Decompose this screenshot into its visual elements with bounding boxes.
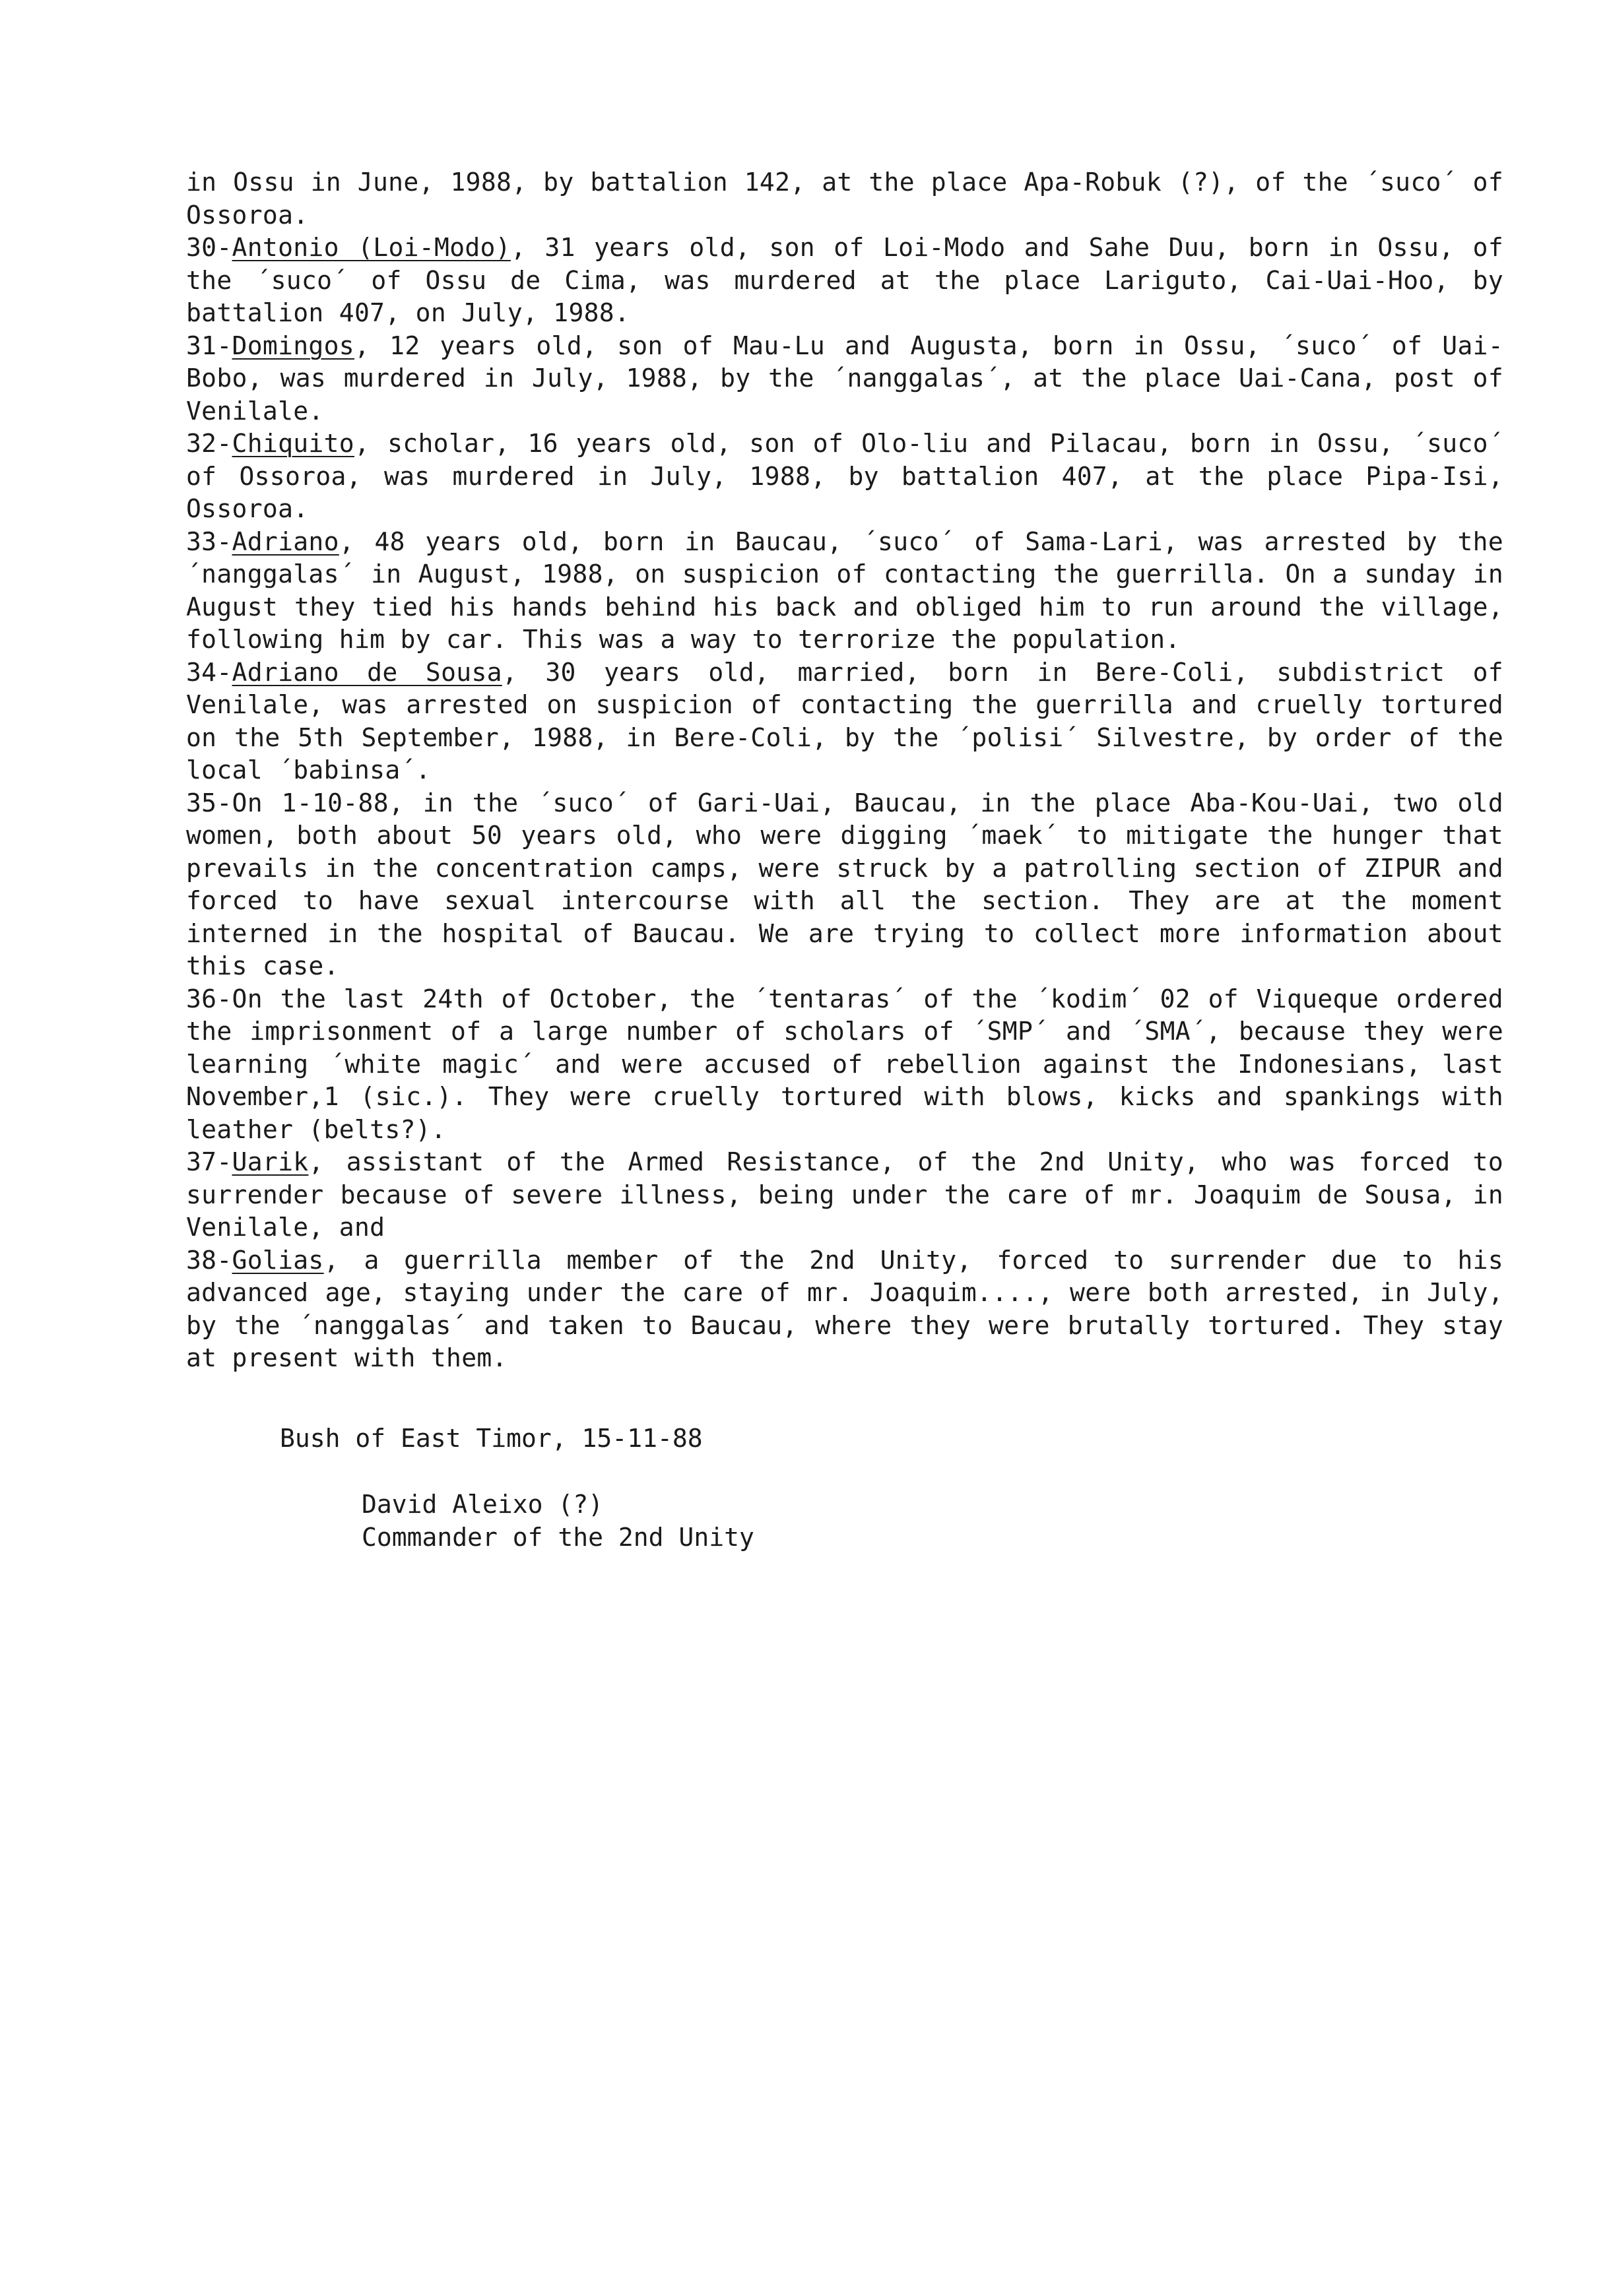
entry-35 (186, 787, 1503, 983)
entry-number: 34- (186, 657, 232, 687)
entry-text: On the last 24th of October, the ´tentaras´ of the ´kodim´ 02 of Viqueque ordered the imprisonment of a large number of scholars of ´SMP´ and ´SMA´, because they were learning ´white magic´ and were accused of rebellion against the Indonesians, last November,1 (sic.). They were cruelly tortured with blows, kicks and spankings with leather (belts?). (186, 984, 1503, 1144)
signatory-title: Commander of the 2nd Unity (362, 1522, 754, 1552)
victim-name: Adriano de Sousa (232, 657, 502, 687)
entry-33 (186, 526, 1503, 656)
entry-text: , 48 years old, born in Baucau, ´suco´ of Sama-Lari, was arrested by the ´nanggalas´ in August, 1988, on suspicion of contacting the guerrilla. On a sunday in August they tied his hands behind his back and obliged him to run around the village, following him by car. This was a way to terrorize the population. (186, 526, 1503, 654)
entry-38 (186, 1244, 1503, 1375)
document-body (186, 166, 1503, 1375)
place-date-line: Bush of East Timor, 15-11-88 (280, 1424, 703, 1453)
entry-number: 30- (186, 233, 232, 262)
entry-32 (186, 428, 1503, 526)
entry-text: , 30 years old, married, born in Bere-Coli, subdistrict of Venilale, was arrested on suspicion of contacting the guerrilla and cruelly tortured on the 5th September, 1988, in Bere-Coli, by the ´polisi´ Silvestre, by order of the local ´babinsa´. (186, 657, 1503, 784)
entry-number: 31- (186, 331, 232, 360)
entry-number: 33- (186, 526, 232, 556)
victim-name: Golias (232, 1245, 324, 1275)
entry-text: , a guerrilla member of the 2nd Unity, forced to surrender due to his advanced age, staying under the care of mr. Joaquim...., were both arrested, in July, by the ´nanggalas´ and taken to Baucau, where they were brutally tortured. They stay at present with them. (186, 1245, 1503, 1372)
intro-paragraph: in Ossu in June, 1988, by battalion 142, at the place Apa-Robuk (?), of the ´suco´ of Ossoroa. (186, 168, 1503, 230)
entry-text: On 1-10-88, in the ´suco´ of Gari-Uai, Baucau, in the place Aba-Kou-Uai, two old women, both about 50 years old, who were digging ´maek´ to mitigate the hunger that prevails in the concentration camps, were struck by a patrolling section of ZIPUR and forced to have sexual intercourse with all the section. They are at the moment interned in the hospital of Baucau. We are trying to collect more information about this case. (186, 788, 1503, 980)
entry-text: , scholar, 16 years old, son of Olo-liu and Pilacau, born in Ossu, ´suco´ of Ossoroa, was murdered in July, 1988, by battalion 407, at the place Pipa-Isi, Ossoroa. (186, 429, 1503, 523)
entry-number: 35- (186, 788, 232, 817)
victim-name: Domingos (232, 331, 354, 360)
victim-name: Antonio (Loi-Modo) (232, 233, 511, 262)
victim-name: Adriano (232, 526, 339, 556)
signatory-name: David Aleixo (?) (362, 1490, 604, 1519)
entry-34 (186, 656, 1503, 787)
victim-name: Uarik (232, 1147, 309, 1176)
entry-number: 38- (186, 1245, 232, 1275)
entry-text: , assistant of the Armed Resistance, of the 2nd Unity, who was forced to surrender because of severe illness, being under the care of mr. Joaquim de Sousa, in Venilale, and (186, 1147, 1503, 1242)
entry-31 (186, 330, 1503, 428)
entry-30 (186, 232, 1503, 330)
entry-number: 36- (186, 984, 232, 1013)
entry-36 (186, 983, 1503, 1147)
signature-block (362, 1488, 754, 1554)
entry-number: 37- (186, 1147, 232, 1176)
entry-text: , 12 years old, son of Mau-Lu and Augusta, born in Ossu, ´suco´ of Uai-Bobo, was murdered in July, 1988, by the ´nanggalas´, at the place Uai-Cana, post of Venilale. (186, 331, 1503, 426)
victim-name: Chiquito (232, 429, 354, 458)
entry-37 (186, 1146, 1503, 1244)
entry-number: 32- (186, 429, 232, 458)
entry-text: , 31 years old, son of Loi-Modo and Sahe Duu, born in Ossu, of the ´suco´ of Ossu de Cima, was murdered at the place Lariguto, Cai-Uai-Hoo, by battalion 407, on July, 1988. (186, 233, 1504, 327)
